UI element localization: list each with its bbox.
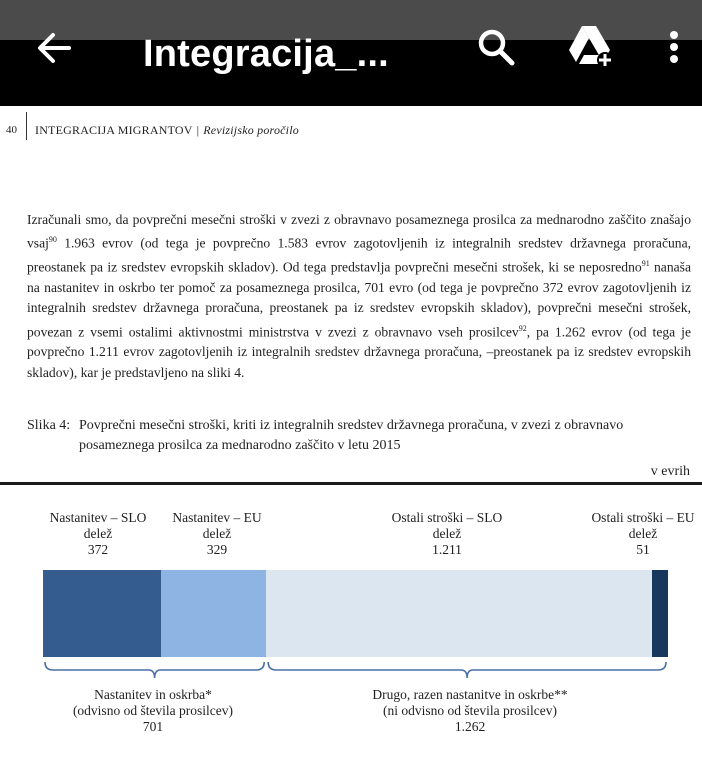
footnote-ref: 92 [518, 323, 527, 333]
category-value: 51 [636, 542, 650, 557]
running-head-separator: | [196, 123, 200, 137]
google-drive-add-icon[interactable] [560, 20, 620, 72]
page-number: 40 [6, 124, 17, 136]
paragraph-text: , pa 1.262 evrov (od tega je povprečno 1.211 evrov zagotovljenih iz integralnih sredstev državnega proračuna, –preostanek pa iz sredstev evropskih skladov), kar je predstavljeno na sliki 4. [27, 324, 691, 380]
group-label [40, 687, 266, 735]
body-paragraph [27, 210, 691, 383]
stacked-bar [43, 570, 668, 657]
figure-caption [27, 416, 695, 456]
running-head-title: INTEGRACIJA MIGRANTOV [35, 123, 193, 137]
header-rule [26, 112, 27, 140]
back-arrow-icon[interactable] [28, 24, 80, 72]
category-sublabel: delež [83, 526, 113, 541]
paragraph-text: nanaša na nastanitev in oskrbo ter pomoč za posameznega prosilca, 701 evro (od tega je povprečno 372 evrov zagotovljenih iz integralnih sredstev državnega proračuna, preostanek pa iz sredstev evropskih skladov), povprečni mesečni strošek, povezan z vsemi ostalimi aktivnostmi ministrstva v zvezi z obravnavo vseh prosilcev [27, 259, 691, 340]
document-page[interactable] [0, 112, 702, 760]
category-name: Nastanitev – EU [172, 510, 262, 525]
category-value: 329 [206, 542, 228, 557]
bar-segment [652, 570, 668, 657]
category-sublabel: delež [628, 526, 658, 541]
category-value: 372 [87, 542, 109, 557]
running-head [35, 123, 299, 138]
group-label [310, 687, 630, 735]
group-brace [268, 662, 666, 678]
more-vertical-icon[interactable] [656, 22, 692, 72]
paragraph-text: Izračunali smo, da povprečni mesečni stroški v zvezi z obravnavo posameznega prosilca za mednarodno zaščito znašajo vsaj [27, 212, 691, 251]
category-sublabel: delež [202, 526, 232, 541]
category-label [40, 510, 156, 558]
document-title: Integracija_... [143, 33, 389, 75]
group-braces [43, 660, 669, 682]
group-brace [45, 662, 264, 678]
bar-segment [161, 570, 266, 657]
running-head-subtitle: Revizijsko poročilo [203, 123, 299, 137]
category-name: Ostali stroški – SLO [391, 510, 503, 525]
paragraph-text: 1.963 evrov (od tega je povprečno 1.583 evrov zagotovljenih iz integralnih sredstev državnega proračuna, preostanek pa iz sredstev evropskih skladov). Od tega predstavlja povprečni mesečni strošek, ki se neposredno [27, 235, 691, 275]
figure-label: Slika 4: [27, 418, 71, 433]
footnote-ref: 90 [48, 235, 57, 245]
unit-label: v evrih [650, 464, 690, 479]
category-label [380, 510, 514, 558]
bar-segment [266, 570, 652, 657]
category-name: Nastanitev – SLO [49, 510, 147, 525]
category-value: 1.211 [432, 542, 462, 557]
figure-top-rule [0, 482, 702, 485]
category-sublabel: delež [432, 526, 462, 541]
group-total: 1.262 [454, 719, 486, 734]
category-name: Ostali stroški – EU [591, 510, 695, 525]
category-label [584, 510, 702, 558]
group-title: Nastanitev in oskrba* [94, 687, 212, 702]
bar-segment [43, 570, 161, 657]
group-note: (ni odvisno od števila prosilcev) [383, 703, 557, 718]
group-title: Drugo, razen nastanitve in oskrbe** [372, 687, 568, 702]
category-label [162, 510, 272, 558]
footnote-ref: 91 [641, 259, 650, 269]
figure-caption-text: Povprečni mesečni stroški, kriti iz integralnih sredstev državnega proračuna, v zvezi z obravnavo posameznega prosilca za mednarodno zaščito v letu 2015 [79, 418, 624, 453]
group-note: (odvisno od števila prosilcev) [72, 703, 234, 718]
group-total: 701 [142, 719, 164, 734]
search-icon[interactable] [470, 22, 522, 72]
